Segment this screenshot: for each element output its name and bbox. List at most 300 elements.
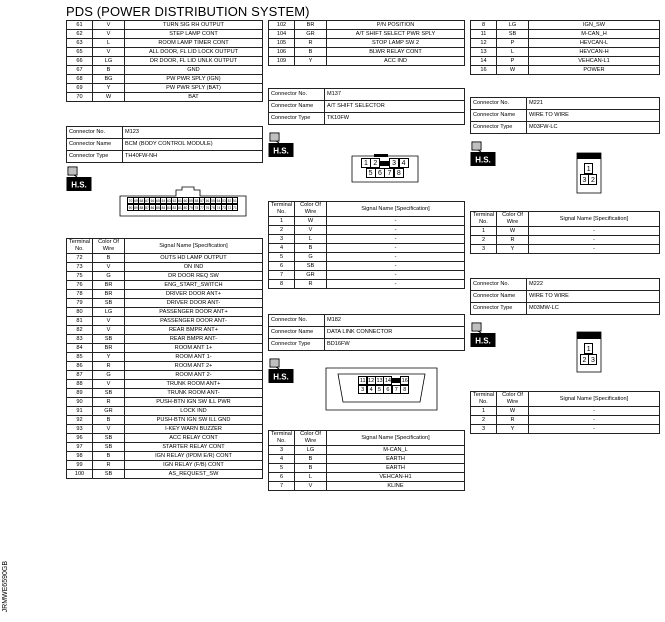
- terminal-no-cell: 6: [269, 262, 295, 271]
- connector-no-label: Connector No.: [269, 89, 325, 101]
- terminal-no-cell: 98: [67, 452, 93, 461]
- table-row: [471, 236, 660, 245]
- terminal-no-cell: 1: [269, 217, 295, 226]
- signal-name-cell: ROOM ANT 2+: [125, 362, 263, 371]
- signal-name-cell: STARTER RELAY CONT: [125, 443, 263, 452]
- m222-info-table: [470, 278, 660, 315]
- table-row: [67, 39, 263, 48]
- table-row: [67, 443, 263, 452]
- terminal-no-cell: 11: [471, 30, 497, 39]
- hs-icon: [470, 322, 496, 348]
- table-row: [67, 362, 263, 371]
- table-row: [269, 262, 465, 271]
- table-row: [471, 21, 660, 30]
- table-row: [67, 299, 263, 308]
- color-of-wire-header: Color Of Wire: [497, 392, 529, 407]
- wire-color-cell: SB: [93, 470, 125, 479]
- signal-name-cell: PASSENGER DOOR ANT-: [125, 317, 263, 326]
- wire-color-cell: P: [497, 57, 529, 66]
- connector-no-label: Connector No.: [471, 279, 527, 291]
- pin-number: 67: [145, 199, 149, 203]
- pin-number: 2: [580, 354, 589, 365]
- pin-number: 56: [205, 199, 210, 203]
- terminal-no-cell: 80: [67, 308, 93, 317]
- signal-name-cell: GND: [125, 66, 263, 75]
- pin-number: 55: [211, 199, 215, 203]
- table-row: [269, 482, 465, 491]
- signal-name-cell: TURN SIG RH OUTPUT: [125, 21, 263, 30]
- m137-terminal-table: [268, 201, 465, 289]
- signal-name-cell: IGN RELAY (IPDM E/R) CONT: [125, 452, 263, 461]
- pin-number: 2: [588, 174, 597, 185]
- hs-icon: [268, 358, 294, 384]
- pin-number: 69: [134, 199, 138, 203]
- wire-color-cell: G: [295, 253, 327, 262]
- signal-name-cell: PUSH-BTN IGN SW ILL PWR: [125, 398, 263, 407]
- terminal-no-cell: 97: [67, 443, 93, 452]
- color-of-wire-header: Color Of Wire: [295, 202, 327, 217]
- terminal-no-cell: 89: [67, 389, 93, 398]
- signal-name-cell: -: [327, 235, 465, 244]
- pin-number: 52: [227, 199, 232, 203]
- table-row: [269, 280, 465, 289]
- signal-name-cell: -: [327, 262, 465, 271]
- wire-color-cell: BG: [93, 75, 125, 84]
- terminal-no-cell: 2: [471, 416, 497, 425]
- signal-name-cell: -: [529, 236, 660, 245]
- terminal-no-header: Terminal No.: [471, 212, 497, 227]
- terminal-no-cell: 4: [269, 244, 295, 253]
- m222-connector-face: [576, 331, 602, 378]
- table-row: [471, 66, 660, 75]
- terminal-no-cell: 91: [67, 407, 93, 416]
- hs-label: H.S.: [475, 336, 491, 346]
- m222-connector-no: M222: [527, 279, 660, 291]
- table-row: [269, 21, 465, 30]
- wire-color-cell: V: [93, 425, 125, 434]
- table-row: [67, 308, 263, 317]
- m182-connector-name: DATA LINK CONNECTOR: [325, 327, 465, 339]
- wire-color-cell: V: [93, 48, 125, 57]
- wire-color-cell: B: [93, 452, 125, 461]
- wire-color-cell: BR: [93, 344, 125, 353]
- signal-name-cell: VEHCAN-L1: [529, 57, 660, 66]
- table-row: [471, 39, 660, 48]
- wire-color-cell: R: [295, 280, 327, 289]
- terminal-no-cell: 109: [269, 57, 295, 66]
- signal-name-cell: -: [529, 407, 660, 416]
- signal-name-cell: -: [327, 244, 465, 253]
- table-row: [67, 263, 263, 272]
- wire-color-cell: Y: [497, 425, 529, 434]
- terminal-no-cell: 72: [67, 254, 93, 263]
- signal-name-header: Signal Name [Specification]: [125, 239, 263, 254]
- signal-name-header: Signal Name [Specification]: [529, 212, 660, 227]
- table-row: [67, 326, 263, 335]
- table-row: [67, 75, 263, 84]
- pin-number: 85: [156, 206, 160, 210]
- signal-name-cell: PUSH-BTN IGN SW ILL GND: [125, 416, 263, 425]
- signal-name-cell: EARTH: [327, 455, 465, 464]
- pin-number: 14: [384, 378, 391, 384]
- terminal-no-cell: 12: [471, 39, 497, 48]
- signal-name-cell: EARTH: [327, 464, 465, 473]
- pin-number: 64: [161, 199, 166, 203]
- connector-type-label: Connector Type: [471, 122, 527, 134]
- table-row: [269, 226, 465, 235]
- signal-name-cell: LOCK IND: [125, 407, 263, 416]
- terminal-no-cell: 75: [67, 272, 93, 281]
- pin-number: 63: [167, 199, 171, 203]
- terminal-no-cell: 16: [471, 66, 497, 75]
- m123-terminal-table: [66, 238, 263, 479]
- table-row: [269, 39, 465, 48]
- m137-connector-face: [350, 154, 420, 189]
- terminal-no-cell: 90: [67, 398, 93, 407]
- wire-color-cell: B: [295, 464, 327, 473]
- wire-color-cell: SB: [93, 299, 125, 308]
- m182-connector-no: M182: [325, 315, 465, 327]
- wire-color-cell: V: [93, 21, 125, 30]
- pin-number: 4: [399, 158, 409, 168]
- pin-number: 71: [233, 206, 237, 210]
- table-row: [471, 30, 660, 39]
- terminal-no-cell: 7: [269, 482, 295, 491]
- table-row: [67, 407, 263, 416]
- connector-name-label: Connector Name: [471, 110, 527, 122]
- signal-name-cell: DR DOOR REQ SW: [125, 272, 263, 281]
- wire-color-cell: W: [497, 407, 529, 416]
- hs-label: H.S.: [475, 155, 491, 165]
- right-continued-table: [470, 20, 660, 75]
- wire-color-cell: B: [295, 48, 327, 57]
- pin-number: 68: [139, 199, 144, 203]
- m221-terminal-table: [470, 211, 660, 254]
- terminal-no-cell: 83: [67, 335, 93, 344]
- pin-number: 62: [172, 199, 177, 203]
- terminal-no-cell: 8: [269, 280, 295, 289]
- wire-color-cell: R: [497, 416, 529, 425]
- table-row: [67, 254, 263, 263]
- m123-connector-name: BCM (BODY CONTROL MODULE): [123, 139, 263, 151]
- signal-name-cell: P/N POSITION: [327, 21, 465, 30]
- wire-color-cell: W: [295, 217, 327, 226]
- wire-color-cell: V: [93, 30, 125, 39]
- signal-name-cell: -: [529, 245, 660, 254]
- pin-number: 84: [161, 206, 166, 210]
- m221-info-table: [470, 97, 660, 134]
- terminal-no-cell: 63: [67, 39, 93, 48]
- hs-label: H.S.: [273, 146, 289, 156]
- terminal-no-cell: 2: [471, 236, 497, 245]
- hs-icon: [66, 166, 92, 192]
- wire-color-cell: LG: [93, 57, 125, 66]
- pin-number: 76: [205, 206, 210, 210]
- wire-color-cell: SB: [93, 335, 125, 344]
- pin-number: 51: [233, 199, 237, 203]
- terminal-no-cell: 13: [471, 48, 497, 57]
- terminal-no-cell: 14: [471, 57, 497, 66]
- connector-name-label: Connector Name: [67, 139, 123, 151]
- terminal-no-header: Terminal No.: [269, 431, 295, 446]
- pin-number: 2: [370, 158, 380, 168]
- wire-color-cell: L: [295, 473, 327, 482]
- pin-number: 65: [156, 199, 160, 203]
- hs-label: H.S.: [71, 180, 87, 190]
- pin-number: 4: [367, 385, 376, 394]
- terminal-no-cell: 70: [67, 93, 93, 102]
- pin-number: 3: [588, 354, 597, 365]
- wire-color-cell: V: [93, 326, 125, 335]
- terminal-no-cell: 99: [67, 461, 93, 470]
- hs-label: H.S.: [273, 372, 289, 382]
- table-row: [471, 48, 660, 57]
- signal-name-cell: -: [529, 425, 660, 434]
- pin-number: 5: [375, 385, 384, 394]
- wire-color-cell: R: [93, 398, 125, 407]
- table-row: [67, 380, 263, 389]
- wire-color-cell: R: [93, 461, 125, 470]
- terminal-no-cell: 5: [269, 464, 295, 473]
- m221-connector-face: [576, 152, 602, 199]
- signal-name-cell: TRUNK ROOM ANT-: [125, 389, 263, 398]
- pin-number: 82: [172, 206, 177, 210]
- wire-color-cell: G: [93, 272, 125, 281]
- wire-color-cell: LG: [497, 21, 529, 30]
- m137-info-table: [268, 88, 465, 125]
- wire-color-cell: L: [295, 235, 327, 244]
- terminal-no-cell: 8: [471, 21, 497, 30]
- wire-color-cell: Y: [93, 353, 125, 362]
- terminal-no-cell: 61: [67, 21, 93, 30]
- table-row: [269, 217, 465, 226]
- pin-number: 61: [178, 199, 182, 203]
- wire-color-cell: GR: [295, 271, 327, 280]
- pin-number: 78: [194, 206, 199, 210]
- m182-connector-face: [324, 366, 439, 417]
- connector-name-label: Connector Name: [269, 101, 325, 113]
- wire-color-cell: W: [497, 227, 529, 236]
- terminal-no-cell: 93: [67, 425, 93, 434]
- terminal-no-header: Terminal No.: [67, 239, 93, 254]
- table-row: [67, 389, 263, 398]
- wire-color-cell: W: [93, 93, 125, 102]
- signal-name-cell: BLWR RELAY CONT: [327, 48, 465, 57]
- table-row: [269, 30, 465, 39]
- pin-number: 11: [359, 378, 366, 384]
- m222-connector-type: M03MW-LC: [527, 303, 660, 315]
- pin-number: 80: [183, 206, 188, 210]
- wire-color-cell: R: [497, 236, 529, 245]
- pin-number: 5: [366, 168, 376, 178]
- signal-name-cell: REAR BMPR ANT+: [125, 326, 263, 335]
- pin-number: 54: [216, 199, 221, 203]
- wire-color-cell: SB: [93, 434, 125, 443]
- signal-name-cell: ROOM LAMP TIMER CONT: [125, 39, 263, 48]
- m221-connector-no: M221: [527, 98, 660, 110]
- pin-number: 72: [227, 206, 232, 210]
- signal-name-cell: M-CAN_H: [529, 30, 660, 39]
- wire-color-cell: B: [93, 416, 125, 425]
- terminal-no-cell: 66: [67, 57, 93, 66]
- table-row: [67, 281, 263, 290]
- wire-color-cell: LG: [93, 308, 125, 317]
- signal-name-cell: KLINE: [327, 482, 465, 491]
- connector-type-label: Connector Type: [67, 151, 123, 163]
- wire-color-cell: V: [93, 263, 125, 272]
- table-row: [67, 57, 263, 66]
- connector-type-label: Connector Type: [269, 339, 325, 351]
- wire-color-cell: B: [295, 244, 327, 253]
- table-row: [67, 452, 263, 461]
- table-row: [269, 464, 465, 473]
- signal-name-cell: ROOM ANT 2-: [125, 371, 263, 380]
- signal-name-cell: IGN_SW: [529, 21, 660, 30]
- terminal-no-cell: 87: [67, 371, 93, 380]
- terminal-no-cell: 82: [67, 326, 93, 335]
- table-row: [67, 353, 263, 362]
- m137-connector-type: TK10FW: [325, 113, 465, 125]
- terminal-no-cell: 65: [67, 48, 93, 57]
- terminal-no-cell: 106: [269, 48, 295, 57]
- signal-name-cell: -: [327, 217, 465, 226]
- terminal-no-cell: 102: [269, 21, 295, 30]
- signal-name-cell: -: [327, 280, 465, 289]
- connector-no-label: Connector No.: [67, 127, 123, 139]
- signal-name-cell: ACC IND: [327, 57, 465, 66]
- terminal-no-cell: 3: [269, 235, 295, 244]
- color-of-wire-header: Color Of Wire: [295, 431, 327, 446]
- wire-color-cell: B: [93, 66, 125, 75]
- table-row: [67, 48, 263, 57]
- pin-number: 89: [134, 206, 138, 210]
- terminal-no-cell: 67: [67, 66, 93, 75]
- terminal-no-cell: 7: [269, 271, 295, 280]
- pin-number: 1: [584, 343, 593, 354]
- terminal-no-cell: 85: [67, 353, 93, 362]
- signal-name-cell: ALL DOOR, FL LID LOCK OUTPUT: [125, 48, 263, 57]
- pin-number: 86: [150, 206, 155, 210]
- signal-name-cell: PASSENGER DOOR ANT+: [125, 308, 263, 317]
- wire-color-cell: SB: [497, 30, 529, 39]
- m123-connector-type: TH40FW-NH: [123, 151, 263, 163]
- signal-name-cell: ON IND: [125, 263, 263, 272]
- color-of-wire-header: Color Of Wire: [93, 239, 125, 254]
- terminal-no-cell: 5: [269, 253, 295, 262]
- wire-color-cell: V: [295, 226, 327, 235]
- wire-color-cell: BR: [295, 21, 327, 30]
- signal-name-cell: ROOM ANT 1-: [125, 353, 263, 362]
- document-code: JRMWE6590GB: [2, 561, 9, 613]
- terminal-no-cell: 1: [471, 407, 497, 416]
- wire-color-cell: GR: [295, 30, 327, 39]
- wire-color-cell: V: [93, 380, 125, 389]
- terminal-no-cell: 100: [67, 470, 93, 479]
- signal-name-header: Signal Name [Specification]: [529, 392, 660, 407]
- table-row: [67, 290, 263, 299]
- terminal-no-cell: 69: [67, 84, 93, 93]
- pin-number: 75: [211, 206, 215, 210]
- pin-number: 81: [178, 206, 182, 210]
- pin-number: 66: [150, 199, 155, 203]
- pin-number: 70: [128, 199, 133, 203]
- signal-name-cell: REAR BMPR ANT-: [125, 335, 263, 344]
- table-row: [67, 272, 263, 281]
- m137-connector-no: M137: [325, 89, 465, 101]
- signal-name-cell: A/T SHIFT SELECT PWR SPLY: [327, 30, 465, 39]
- pin-number: 7: [384, 168, 394, 178]
- signal-name-header: Signal Name [Specification]: [327, 431, 465, 446]
- wire-color-cell: GR: [93, 407, 125, 416]
- signal-name-cell: HEVCAN-L: [529, 39, 660, 48]
- pin-number: 13: [376, 378, 383, 384]
- signal-name-cell: PW PWR SPLY (IGN): [125, 75, 263, 84]
- terminal-no-cell: 6: [269, 473, 295, 482]
- connector-no-label: Connector No.: [269, 315, 325, 327]
- connector-name-label: Connector Name: [471, 291, 527, 303]
- connector-no-label: Connector No.: [471, 98, 527, 110]
- terminal-no-cell: 92: [67, 416, 93, 425]
- signal-name-cell: ROOM ANT 1+: [125, 344, 263, 353]
- m137-connector-name: A/T SHIFT SELECTOR: [325, 101, 465, 113]
- table-row: [67, 344, 263, 353]
- terminal-no-cell: 73: [67, 263, 93, 272]
- signal-name-cell: OUTS HD LAMP OUTPUT: [125, 254, 263, 263]
- signal-name-cell: -: [327, 253, 465, 262]
- wire-color-cell: SB: [93, 389, 125, 398]
- terminal-no-cell: 3: [269, 446, 295, 455]
- m182-info-table: [268, 314, 465, 351]
- table-row: [269, 473, 465, 482]
- wire-color-cell: R: [93, 362, 125, 371]
- m221-connector-type: M03FW-LC: [527, 122, 660, 134]
- signal-name-cell: POWER: [529, 66, 660, 75]
- wire-color-cell: BR: [93, 281, 125, 290]
- wire-color-cell: L: [93, 39, 125, 48]
- pin-number: 73: [222, 206, 226, 210]
- table-row: [471, 425, 660, 434]
- table-row: [67, 398, 263, 407]
- pin-number: 1: [361, 158, 371, 168]
- signal-name-cell: TRUNK ROOM ANT+: [125, 380, 263, 389]
- terminal-no-cell: 3: [471, 425, 497, 434]
- wire-color-cell: Y: [93, 84, 125, 93]
- table-row: [269, 455, 465, 464]
- terminal-no-cell: 96: [67, 434, 93, 443]
- pin-number: 3: [389, 158, 399, 168]
- pin-number: 74: [216, 206, 221, 210]
- pin-number: 1: [584, 163, 593, 174]
- signal-name-cell: ACC RELAY CONT: [125, 434, 263, 443]
- signal-name-header: Signal Name [Specification]: [327, 202, 465, 217]
- pin-number: 6: [383, 385, 392, 394]
- wire-color-cell: P: [497, 39, 529, 48]
- terminal-no-cell: 105: [269, 39, 295, 48]
- terminal-no-cell: 76: [67, 281, 93, 290]
- signal-name-cell: PW PWR SPLY (BAT): [125, 84, 263, 93]
- pin-number: 58: [194, 199, 199, 203]
- signal-name-cell: DRIVER DOOR ANT+: [125, 290, 263, 299]
- table-row: [269, 271, 465, 280]
- table-row: [67, 425, 263, 434]
- wire-color-cell: SB: [295, 262, 327, 271]
- table-row: [67, 66, 263, 75]
- pin-number: 83: [167, 206, 171, 210]
- wire-color-cell: V: [295, 482, 327, 491]
- table-row: [269, 244, 465, 253]
- mid-continued-table: [268, 20, 465, 66]
- table-row: [269, 235, 465, 244]
